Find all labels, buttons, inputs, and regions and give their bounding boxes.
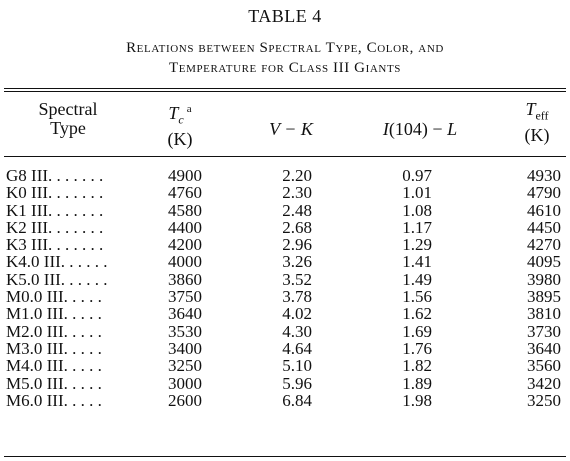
cell-teff: 4095 — [527, 252, 561, 272]
tc-unit: (K) — [167, 128, 193, 149]
cell-il: 1.41 — [402, 252, 432, 272]
cell-type: M1.0 III. . . . . — [6, 304, 102, 324]
tc-subscript: c — [178, 112, 184, 127]
table-row — [0, 357, 570, 374]
tc-symbol: T — [168, 103, 179, 123]
table-row — [0, 288, 570, 305]
cell-il: 1.08 — [402, 200, 432, 220]
cell-il: 1.76 — [402, 338, 432, 358]
teff-subscript: eff — [535, 108, 549, 123]
caption-line-2: Temperature for Class III Giants — [169, 60, 401, 76]
table-row — [0, 392, 570, 409]
cell-il: 1.49 — [402, 269, 432, 289]
cell-type: K1 III. . . . . . . — [6, 200, 104, 220]
bottom-rule — [4, 456, 566, 457]
cell-vk: 3.52 — [282, 269, 312, 289]
cell-type: M5.0 III. . . . . — [6, 373, 102, 393]
cell-teff: 3980 — [527, 269, 561, 289]
cell-tc: 3400 — [168, 338, 202, 358]
table-row — [0, 340, 570, 357]
teff-symbol: T — [525, 99, 536, 119]
cell-vk: 4.30 — [282, 321, 312, 341]
cell-tc: 3530 — [168, 321, 202, 341]
cell-teff: 3640 — [527, 338, 561, 358]
cell-il: 1.56 — [402, 287, 432, 307]
top-rule — [4, 88, 566, 89]
cell-teff: 4610 — [527, 200, 561, 220]
cell-type: M4.0 III. . . . . — [6, 356, 102, 376]
cell-type: K4.0 III. . . . . . — [6, 252, 108, 272]
table-row — [0, 236, 570, 253]
cell-vk: 2.20 — [282, 166, 312, 185]
table-row — [0, 323, 570, 340]
header-teff — [510, 100, 564, 145]
cell-teff: 3420 — [527, 373, 561, 393]
cell-il: 0.97 — [402, 166, 432, 185]
top-rule-double — [4, 91, 566, 92]
table-caption — [0, 38, 570, 78]
cell-il: 1.17 — [402, 217, 432, 237]
cell-type: M2.0 III. . . . . — [6, 321, 102, 341]
cell-tc: 3640 — [168, 304, 202, 324]
cell-teff: 3730 — [527, 321, 561, 341]
table-row — [0, 202, 570, 219]
table-row — [0, 305, 570, 322]
table-row — [0, 167, 570, 184]
cell-vk: 5.96 — [282, 373, 312, 393]
cell-tc: 4200 — [168, 235, 202, 255]
il-middle: (104) − — [388, 119, 448, 139]
cell-vk: 2.30 — [282, 183, 312, 203]
cell-tc: 3000 — [168, 373, 202, 393]
cell-vk: 2.96 — [282, 235, 312, 255]
table-row — [0, 271, 570, 288]
cell-il: 1.62 — [402, 304, 432, 324]
cell-teff: 3810 — [527, 304, 561, 324]
cell-il: 1.01 — [402, 183, 432, 203]
cell-vk: 2.48 — [282, 200, 312, 220]
cell-teff: 4930 — [527, 166, 561, 185]
cell-tc: 2600 — [168, 390, 202, 410]
cell-teff: 3560 — [527, 356, 561, 376]
table-row — [0, 253, 570, 270]
cell-teff: 3250 — [527, 390, 561, 410]
tc-footnote-mark: a — [186, 103, 192, 115]
header-tc — [150, 100, 210, 149]
cell-il: 1.29 — [402, 235, 432, 255]
cell-teff: 4450 — [527, 217, 561, 237]
header-spectral-type — [28, 100, 108, 138]
cell-type: K2 III. . . . . . . — [6, 217, 104, 237]
table-row — [0, 375, 570, 392]
cell-type: K3 III. . . . . . . — [6, 235, 104, 255]
cell-type: M6.0 III. . . . . — [6, 390, 102, 410]
cell-type: M0.0 III. . . . . — [6, 287, 102, 307]
table-row — [0, 219, 570, 236]
caption-line-1: Relations between Spectral Type, Color, and — [126, 40, 444, 56]
header-i104-minus-l — [360, 120, 480, 139]
cell-tc: 4400 — [168, 217, 202, 237]
cell-tc: 4580 — [168, 200, 202, 220]
cell-vk: 3.26 — [282, 252, 312, 272]
cell-tc: 4760 — [168, 183, 202, 203]
table-row — [0, 184, 570, 201]
cell-tc: 4000 — [168, 252, 202, 272]
cell-tc: 3750 — [168, 287, 202, 307]
header-v-minus-k: V − K — [269, 119, 313, 139]
header-rule — [4, 156, 566, 157]
table-title: TABLE 4 — [248, 6, 322, 26]
cell-il: 1.98 — [402, 390, 432, 410]
cell-vk: 2.68 — [282, 217, 312, 237]
table-body — [0, 167, 570, 409]
il-i-symbol: I — [382, 119, 389, 139]
cell-type: K0 III. . . . . . . — [6, 183, 104, 203]
cell-type: M3.0 III. . . . . — [6, 338, 102, 358]
cell-il: 1.69 — [402, 321, 432, 341]
header-type-line: Type — [50, 118, 86, 138]
cell-vk: 5.10 — [282, 356, 312, 376]
cell-il: 1.89 — [402, 373, 432, 393]
cell-tc: 4900 — [168, 166, 202, 185]
cell-tc: 3250 — [168, 356, 202, 376]
cell-type: G8 III. . . . . . . — [6, 166, 104, 185]
cell-tc: 3860 — [168, 269, 202, 289]
teff-unit: (K) — [524, 124, 550, 145]
cell-vk: 4.02 — [282, 304, 312, 324]
cell-teff: 3895 — [527, 287, 561, 307]
cell-il: 1.82 — [402, 356, 432, 376]
il-l-symbol: L — [447, 119, 458, 139]
cell-type: K5.0 III. . . . . . — [6, 269, 108, 289]
cell-teff: 4270 — [527, 235, 561, 255]
cell-vk: 4.64 — [282, 338, 312, 358]
cell-teff: 4790 — [527, 183, 561, 203]
cell-vk: 6.84 — [282, 390, 312, 410]
cell-vk: 3.78 — [282, 287, 312, 307]
header-spectral-line: Spectral — [38, 99, 98, 119]
